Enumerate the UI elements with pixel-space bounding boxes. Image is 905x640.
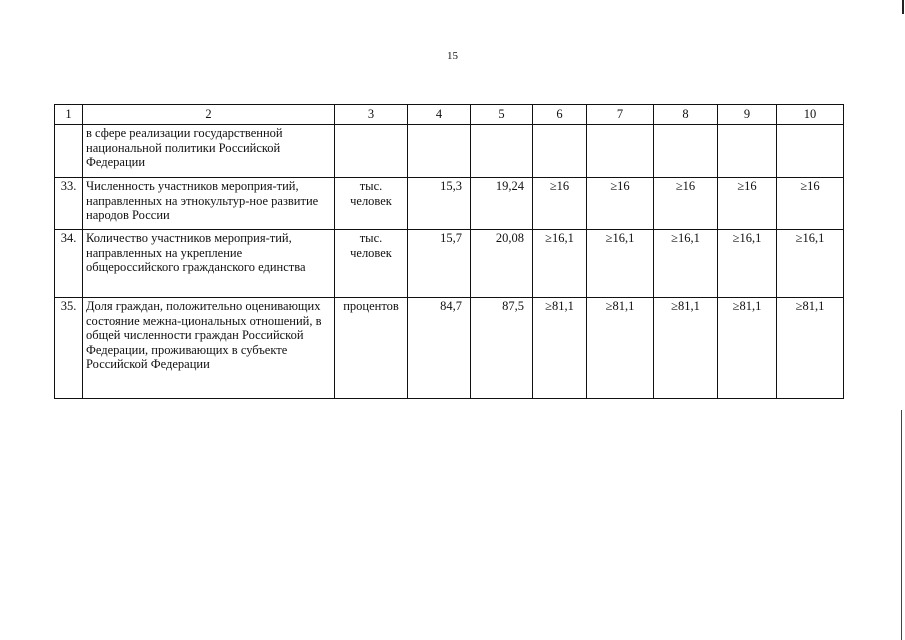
- unit-cell: процентов: [335, 298, 408, 399]
- value-cell: ≥16: [587, 178, 654, 230]
- row-number: 35.: [55, 298, 83, 399]
- column-header: 3: [335, 105, 408, 125]
- value-cell: 20,08: [471, 230, 533, 298]
- value-cell: ≥16,1: [654, 230, 718, 298]
- column-header: 9: [718, 105, 777, 125]
- value-cell: ≥16: [718, 178, 777, 230]
- unit-cell: тыс. человек: [335, 230, 408, 298]
- indicator-name: Количество участников мероприя-тий, направленных на укрепление общероссийского гражданского единства: [83, 230, 335, 298]
- page-number: 15: [447, 50, 458, 62]
- row-number: [55, 125, 83, 178]
- value-cell: [654, 125, 718, 178]
- row-number: 33.: [55, 178, 83, 230]
- value-cell: [471, 125, 533, 178]
- value-cell: ≥81,1: [718, 298, 777, 399]
- column-header: 5: [471, 105, 533, 125]
- value-cell: [587, 125, 654, 178]
- value-cell: 19,24: [471, 178, 533, 230]
- value-cell: ≥16: [654, 178, 718, 230]
- column-header: 6: [533, 105, 587, 125]
- value-cell: ≥81,1: [587, 298, 654, 399]
- value-cell: ≥16,1: [777, 230, 844, 298]
- column-header: 7: [587, 105, 654, 125]
- value-cell: 15,3: [408, 178, 471, 230]
- value-cell: 87,5: [471, 298, 533, 399]
- indicator-name: Доля граждан, положительно оценивающих состояние межна-циональных отношений, в общей численности граждан Российской Федерации, проживающих в субъекте Российской Федерации: [83, 298, 335, 399]
- scan-edge-line: [901, 410, 902, 640]
- value-cell: [718, 125, 777, 178]
- table-row: [55, 125, 844, 178]
- row-number: 34.: [55, 230, 83, 298]
- value-cell: ≥16: [533, 178, 587, 230]
- table-row: [55, 298, 844, 399]
- table-row: [55, 230, 844, 298]
- value-cell: ≥16: [777, 178, 844, 230]
- indicator-name: Численность участников мероприя-тий, направленных на этнокультур-ное развитие народов России: [83, 178, 335, 230]
- indicator-name: в сфере реализации государственной национальной политики Российской Федерации: [83, 125, 335, 178]
- value-cell: ≥81,1: [533, 298, 587, 399]
- table-header-row: [55, 105, 844, 125]
- value-cell: [533, 125, 587, 178]
- column-header: 10: [777, 105, 844, 125]
- value-cell: ≥16,1: [533, 230, 587, 298]
- unit-cell: тыс. человек: [335, 178, 408, 230]
- column-header: 2: [83, 105, 335, 125]
- table-row: [55, 178, 844, 230]
- indicators-table: [54, 104, 844, 399]
- value-cell: ≥16,1: [587, 230, 654, 298]
- column-header: 4: [408, 105, 471, 125]
- column-header: 8: [654, 105, 718, 125]
- column-header: 1: [55, 105, 83, 125]
- value-cell: ≥81,1: [777, 298, 844, 399]
- value-cell: [777, 125, 844, 178]
- value-cell: ≥16,1: [718, 230, 777, 298]
- value-cell: ≥81,1: [654, 298, 718, 399]
- scan-edge-mark: [902, 0, 904, 14]
- unit-cell: [335, 125, 408, 178]
- value-cell: 84,7: [408, 298, 471, 399]
- value-cell: [408, 125, 471, 178]
- value-cell: 15,7: [408, 230, 471, 298]
